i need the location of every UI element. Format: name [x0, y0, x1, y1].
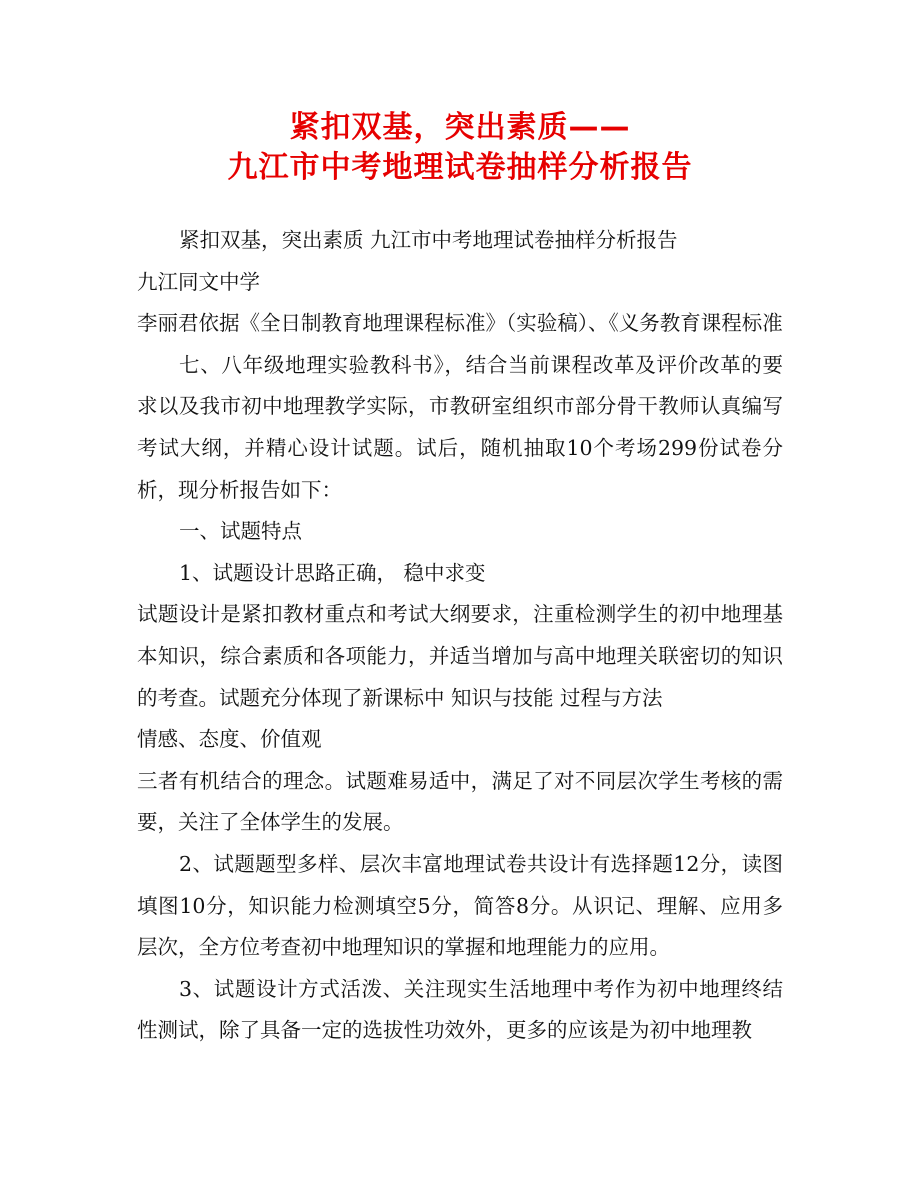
- document-title-line-1: 紧扣双基，突出素质——: [289, 110, 631, 145]
- paragraph-intro: 紧扣双基，突出素质 九江市中考地理试卷抽样分析报告: [179, 228, 678, 252]
- paragraph-basis: 李丽君依据《全日制教育地理课程标准》（实验稿）、《义务教育课程标准: [137, 311, 783, 336]
- document-title-line-2: 九江市中考地理试卷抽样分析报告: [227, 150, 693, 185]
- paragraph-integration: 三者有机结合的理念。试题难易适中，满足了对不同层次学生考核的需要，关注了全体学生的发展。: [137, 768, 783, 835]
- section-heading-features: 一、试题特点: [179, 519, 302, 544]
- paragraph-question-types: 2、试题题型多样、层次丰富地理试卷共设计有选择题12分，读图填图10分，知识能力检测填空5分，简答8分。从识记、理解、应用多层次，全方位考查初中地理知识的掌握和地理能力的应用。: [137, 851, 783, 960]
- document-body: [137, 220, 783, 1052]
- paragraph-background: 七、八年级地理实验教科书》，结合当前课程改革及评价改革的要求以及我市初中地理教学实际，市教研室组织市部分骨干教师认真编写考试大纲，并精心设计试题。试后，随机抽取10个考场299份试卷分析，现分析报告如下：: [137, 352, 783, 502]
- subheading-design-approach: 1、试题设计思路正确， 稳中求变: [179, 560, 486, 585]
- paragraph-design-style: 3、试题设计方式活泼、关注现实生活地理中考作为初中地理终结性测试，除了具备一定的选拔性功效外，更多的应该是为初中地理教: [137, 976, 783, 1043]
- paragraph-school: 九江同文中学: [137, 269, 260, 294]
- paragraph-values: 情感、态度、价值观: [137, 727, 322, 752]
- paragraph-design-description: 试题设计是紧扣教材重点和考试大纲要求，注重检测学生的初中地理基本知识，综合素质和各项能力，并适当增加与高中地理关联密切的知识的考查。试题充分体现了新课标中 知识与技能 过程与方法: [137, 602, 783, 710]
